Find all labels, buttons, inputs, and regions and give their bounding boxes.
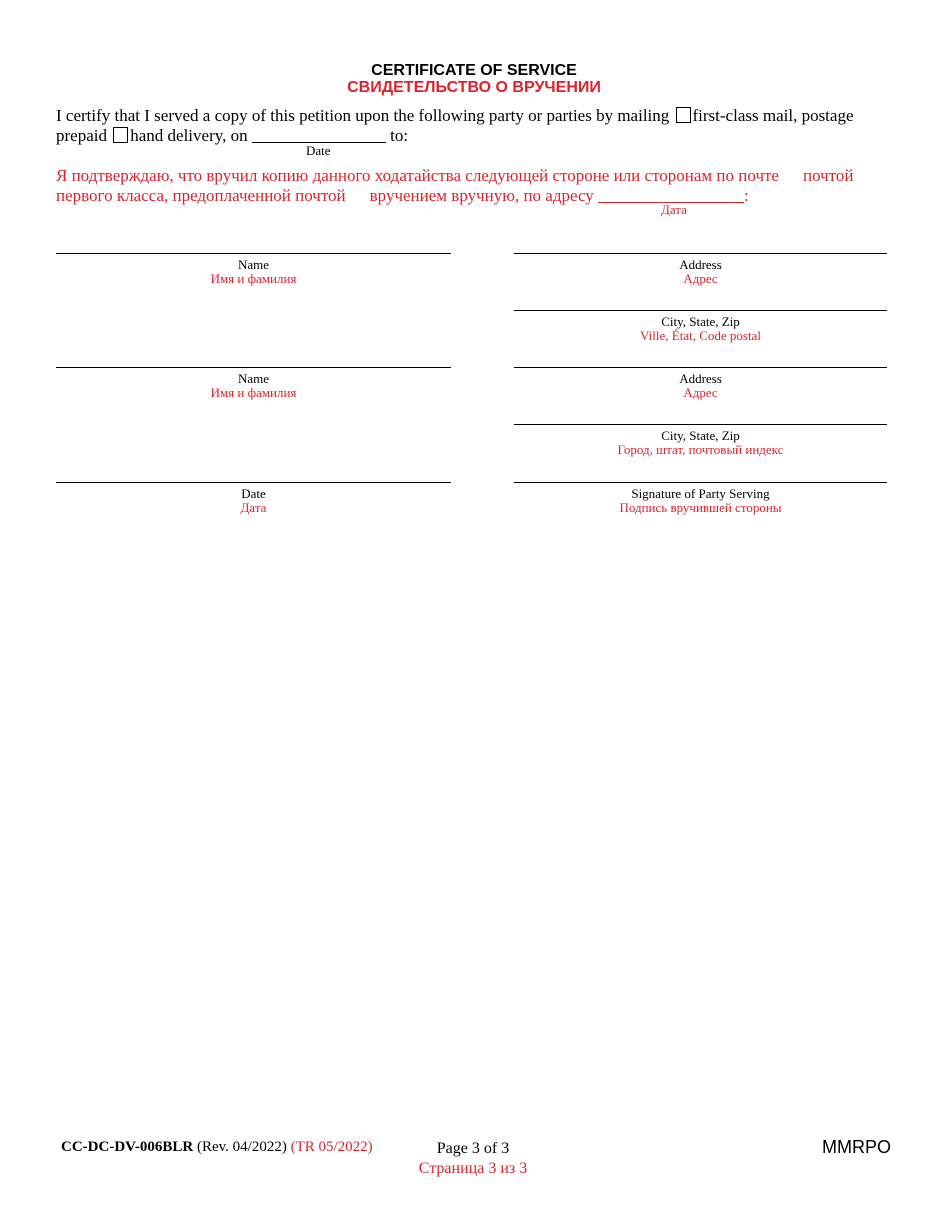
field-label: Name — [237, 371, 270, 386]
cert-text: prepaid — [56, 126, 107, 145]
city-state-zip-field-2[interactable] — [514, 424, 887, 457]
hand-delivery-checkbox[interactable] — [113, 127, 128, 143]
cert-text-ru: вручением вручную, по адресу — [369, 186, 594, 205]
field-label-ru: Город, штат, почтовый индекс — [617, 442, 784, 457]
cert-text: first-class mail, postage — [692, 106, 854, 125]
name-field-2[interactable] — [56, 367, 451, 400]
colon: : — [744, 186, 749, 205]
field-label-ru: Ville, État, Code postal — [640, 328, 761, 343]
form-id-line — [61, 1139, 373, 1156]
revision: (Rev. 04/2022) — [196, 1139, 287, 1155]
cert-text: to: — [390, 126, 409, 145]
field-label: Address — [679, 371, 722, 386]
name-field-1[interactable] — [56, 253, 451, 286]
field-label: Name — [237, 257, 270, 272]
date-label-ru: Дата — [661, 202, 687, 217]
address-field-2[interactable] — [514, 367, 887, 400]
field-label: Signature of Party Serving — [631, 486, 770, 501]
title-en: CERTIFICATE OF SERVICE — [371, 62, 577, 79]
field-label-ru: Дата — [240, 500, 267, 515]
form-id: CC-DC-DV-006BLR — [61, 1139, 194, 1155]
form-code: MMRPO — [822, 1137, 891, 1157]
title-ru: СВИДЕТЕЛЬСТВО О ВРУЧЕНИИ — [347, 79, 601, 96]
date-label: Date — [306, 143, 331, 158]
field-label-ru: Имя и фамилия — [210, 385, 297, 400]
page-number-en: Page 3 of 3 — [436, 1140, 510, 1157]
field-label-ru: Адрес — [683, 271, 718, 286]
page-number-ru: Страница 3 из 3 — [418, 1160, 528, 1177]
field-label: City, State, Zip — [661, 314, 740, 329]
signature-field[interactable] — [514, 482, 887, 515]
cert-text-ru: почтой — [802, 166, 854, 185]
cert-text: I certify that I served a copy of this petition upon the following party or parties by mailing — [56, 106, 670, 125]
certification-en — [56, 106, 886, 146]
translation-revision: (TR 05/2022) — [290, 1139, 373, 1155]
first-class-mail-checkbox[interactable] — [676, 107, 691, 123]
field-label: Date — [241, 486, 266, 501]
page-number — [373, 1139, 573, 1179]
service-date-field[interactable] — [56, 482, 451, 515]
city-state-zip-field-1[interactable] — [514, 310, 887, 343]
field-label-ru: Подпись вручившей стороны — [619, 500, 782, 515]
field-label-ru: Имя и фамилия — [210, 271, 297, 286]
field-label: City, State, Zip — [661, 428, 740, 443]
certification-ru — [56, 166, 886, 206]
cert-text-ru: первого класса, предоплаченной почтой — [56, 186, 346, 205]
cert-text-ru: Я подтверждаю, что вручил копию данного ходатайства следующей стороне или сторонам по почте — [56, 166, 779, 185]
cert-text: hand delivery, on — [130, 126, 248, 145]
field-label-ru: Адрес — [683, 385, 718, 400]
address-field-1[interactable] — [514, 253, 887, 286]
field-label: Address — [679, 257, 722, 272]
